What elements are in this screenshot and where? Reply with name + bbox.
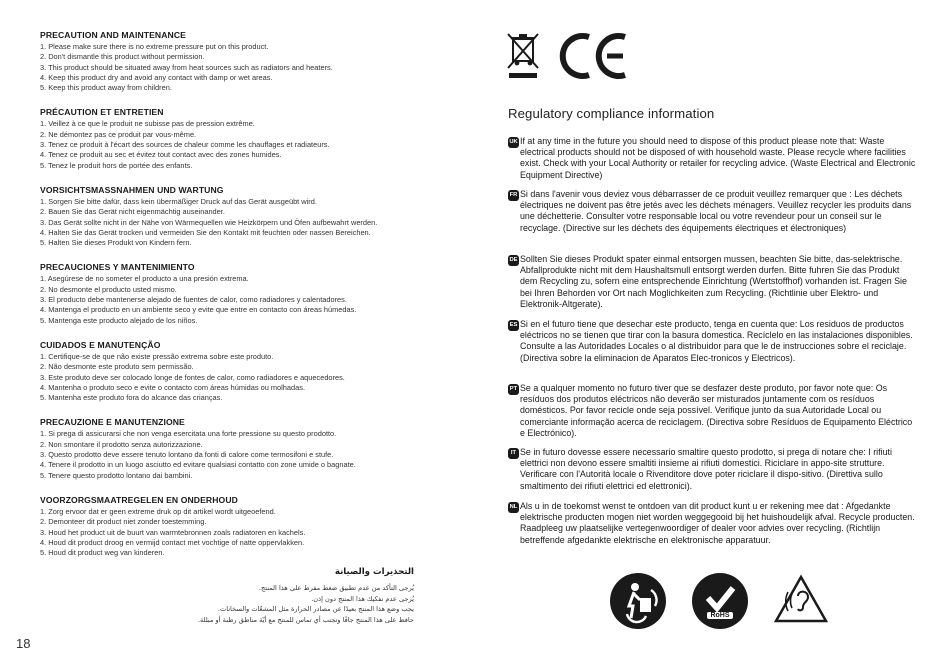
list-item: 2. Non smontare il prodotto senza autorizzazione. (40, 439, 203, 449)
regulatory-text: If at any time in the future you should need to dispose of this product please note that: Waste electrical products should not be disposed of with household waste. Please recycle where facilities exist. Check with your Local Authority or retailer for recycling advice. (Waste Electrical and Electronic Equipment Directive) (520, 136, 916, 180)
list-item: 2. Bauen Sie das Gerät nicht eigenmächtig auseinander. (40, 207, 225, 217)
rohs-icon (692, 573, 748, 629)
list-item: 1. Please make sure there is no extreme pressure put on this product. (40, 42, 269, 51)
section-title: VORSICHTSMASSNAHMEN UND WARTUNG (40, 184, 224, 195)
list-item: 1. Zorg ervoor dat er geen extreme druk op dit artikel wordt uitgeoefend. (40, 506, 276, 516)
language-badge: IT (508, 448, 519, 459)
regulatory-text: Si en el futuro tiene que desechar este producto, tenga en cuenta que: Los residuos de productos eléctricos no se tienen que tirar con la basura domestica. Recíclelo en las instalaciones disponibles. Consulte a las Autoridades Locales o al distribuidor para que le de instrucciones sobre el reciclaje. (Directiva sobre la eliminacion de Aparatos Elec-tronicos y Electricos). (520, 319, 913, 363)
language-badge: DE (508, 255, 519, 266)
list-item: 4. Tenez ce produit au sec et évitez tout contact avec des zones humides. (40, 150, 282, 160)
regulatory-text: Als u in de toekomst wenst te ontdoen van dit product kunt u er rekening mee dat : Afgedankte elektrische producten mogen niet worden weggegooid bij het huishoudelijk afval. Recycle producten. Raadpleeg uw plaatselijke vertegenwoordiger of dealer voor advies over recycling. (Richtlijn betreffende afgedankte elektrische en elektronische apparatuur. (520, 501, 915, 545)
regulatory-block-pt (508, 383, 916, 439)
list-item: 1. Asegúrese de no someter el producto a una presión extrema. (40, 274, 249, 284)
section-title: PRÉCAUTION ET ENTRETIEN (40, 107, 164, 118)
regulatory-block-it (508, 447, 916, 492)
page-number: 18 (16, 636, 31, 651)
section-title: PRECAUTION AND MAINTENANCE (40, 30, 186, 40)
section-title: PRECAUZIONE E MANUTENZIONE (40, 417, 185, 428)
list-item: 5. Keep this product away from children. (40, 83, 172, 93)
precaution-section (40, 185, 440, 248)
arabic-list-item: يُرجى التأكد من عدم تطبيق ضغط مفرط على هذا المنتج. (258, 584, 414, 592)
bottom-icons (610, 573, 828, 629)
language-badge: PT (508, 384, 519, 395)
section-list (40, 352, 440, 403)
hearing-warning-icon (774, 574, 828, 629)
list-item: 3. Houd het product uit de buurt van warmtebronnen zoals radiatoren en kachels. (40, 527, 306, 537)
section-title: VOORZORGSMAATREGELEN EN ONDERHOUD (40, 494, 238, 505)
section-list (40, 197, 440, 248)
weee-bin-icon (506, 30, 540, 85)
list-item: 5. Houd dit product weg van kinderen. (40, 548, 165, 558)
list-item: 3. El producto debe mantenerse alejado de fuentes de calor, como radiadores y calentadores. (40, 295, 347, 305)
section-list (40, 119, 440, 170)
list-item: 3. Tenez ce produit à l'écart des sources de chaleur comme les chauffages et radiateurs. (40, 140, 330, 150)
language-badge: FR (508, 190, 519, 201)
regulatory-title: Regulatory compliance information (508, 106, 715, 121)
list-item: 2. No desmonte el producto usted mismo. (40, 284, 177, 294)
list-item: 5. Halten Sie dieses Produkt von Kindern fern. (40, 238, 192, 248)
section-title: CUIDADOS E MANUTENÇÃO (40, 339, 161, 350)
precaution-section (40, 495, 440, 558)
tidyman-recycle-icon (610, 573, 666, 629)
regulatory-text: Se a qualquer momento no futuro tiver que se desfazer deste produto, por favor note que: Os resíduos dos produtos eléctricos não deverão ser misturados juntamente com os resíduos domésticos. Por favor recicle onde seja possível. Verifique junto da sua Autoridade Local ou comerciante informação acerca de reciclagem. (Directiva sobre Resíduos de Equipamento Eléctrico e Electrónico). (520, 383, 913, 438)
arabic-list-item: حافظ على هذا المنتج جافًا وتجنب أي تماس للمنتج مع أيّة مناطق رطبة أو مبللة. (197, 615, 414, 624)
list-item: 4. Tenere il prodotto in un luogo asciutto ed evitare qualsiasi contatto con zone umide o bagnate. (40, 460, 356, 470)
section-list (40, 507, 440, 558)
regulatory-text: Si dans l'avenir vous deviez vous débarrasser de ce produit veuillez remarquer que : Les déchets électriques ne doivent pas être jetés avec les déchets ménagers. Veuillez recycler les produits dans une déchetterie. Consulter votre responsable local ou votre revendeur pour un conseil sur le recyclage. (Directive sur les déchets des équipements électriques et électroniques) (520, 189, 912, 233)
language-badge: ES (508, 320, 519, 331)
ce-mark-icon (558, 30, 630, 87)
arabic-section (114, 567, 414, 625)
list-item: 2. Don't dismantle this product without permission. (40, 52, 205, 62)
list-item: 3. This product should be situated away from heat sources such as radiators and heaters. (40, 62, 333, 72)
list-item: 5. Tenere questo prodotto lontano dai bambini. (40, 470, 193, 480)
precaution-section (40, 417, 440, 480)
precaution-section (40, 107, 440, 170)
precaution-section (40, 262, 440, 325)
list-item: 1. Certifique-se de que não existe pressão extrema sobre este produto. (40, 351, 274, 361)
list-item: 1. Si prega di assicurarsi che non venga esercitata una forte pressione su questo prodotto. (40, 429, 337, 439)
list-item: 2. Demonteer dit product niet zonder toestemming. (40, 517, 207, 527)
arabic-list-item: يجب وضع هذا المنتج بعيدًا عن مصادر الحرارة مثل المشعّات والسخانات. (217, 605, 414, 613)
precaution-section (40, 340, 440, 403)
list-item: 3. Questo prodotto deve essere tenuto lontano da fonti di calore come termosifoni e stufe. (40, 450, 334, 460)
regulatory-block-de (508, 254, 916, 310)
language-badge: NL (508, 502, 519, 513)
list-item: 4. Houd dit product droog en vermijd contact met vochtige of natte oppervlakken. (40, 537, 305, 547)
regulatory-block-es (508, 319, 916, 364)
regulatory-text: Sollten Sie dieses Produkt spater einmal entsorgen mussen, beachten Sie bitte, das-selektrische. Abfallprodukte nicht mit dem Haushaltsmull entsorgt werden durfen. Bitte fuhren Sie das Produkt dem Recycling zu, sofern eine entsprechende Einrichtung (Wertstoffhof) vorhanden ist. Fragen Sie bei Ihren Behorden vor Ort nach Moglichkeiten zum Recycling. (Richtlinie uber Elektro- und Elektronik-Altgerate). (520, 254, 907, 309)
rohs-label: RoHS (707, 612, 732, 619)
list-item: 4. Mantenha o produto seco e evite o contacto com áreas húmidas ou molhadas. (40, 382, 305, 392)
list-item: 2. Não desmonte este produto sem permissão. (40, 362, 194, 372)
list-item: 2. Ne démontez pas ce produit par vous-même. (40, 129, 197, 139)
compliance-marks (506, 30, 630, 86)
precaution-section (40, 30, 440, 93)
list-item: 3. Das Gerät sollte nicht in der Nähe von Wärmequellen wie Heizkörpern und Öfen aufbewahrt werden. (40, 217, 378, 227)
section-list (40, 429, 440, 480)
section-title: PRECAUCIONES Y MANTENIMIENTO (40, 262, 195, 273)
list-item: 4. Halten Sie das Gerät trocken und vermeiden Sie den Kontakt mit feuchten oder nassen Bereichen. (40, 227, 371, 237)
list-item: 5. Tenez le produit hors de portée des enfants. (40, 160, 193, 170)
list-item: 1. Sorgen Sie bitte dafür, dass kein übermäßiger Druck auf das Gerät ausgeübt wird. (40, 196, 317, 206)
arabic-list-item: يُرجى عدم تفكيك هذا المنتج دون إذن. (311, 594, 414, 603)
list-item: 4. Keep this product dry and avoid any contact with damp or wet areas. (40, 72, 273, 82)
regulatory-block-nl (508, 501, 916, 546)
regulatory-text: Se in futuro dovesse essere necessario smaltire questo prodotto, si prega di notare che: I rifiuti elettrici non devono essere smaltiti insieme ai rifiuti domestici. Riciclare in appo-site strutture. Verificare con l'Autorità locale o Rivenditore dove poter riciclare il dispo-sitivo. (Direttiva sullo smaltimento dei rifiuti elettrici ed elettronici). (520, 447, 892, 491)
section-list (40, 42, 440, 93)
list-item: 3. Este produto deve ser colocado longe de fontes de calor, como radiadores e aquecedores. (40, 372, 345, 382)
list-item: 5. Mantenga este producto alejado de los niños. (40, 315, 198, 325)
arabic-list (114, 583, 414, 625)
arabic-title: التحذيرات والصيانة (334, 567, 414, 577)
list-item: 4. Mantenga el producto en un ambiente seco y evite que entre en contacto con áreas húmedas. (40, 305, 357, 315)
regulatory-block-uk (508, 136, 916, 181)
precaution-sections (40, 30, 440, 572)
regulatory-block-fr (508, 189, 916, 234)
language-badge: UK (508, 137, 519, 148)
section-list (40, 274, 440, 325)
list-item: 1. Veillez à ce que le produit ne subisse pas de pression extrême. (40, 119, 255, 129)
list-item: 5. Mantenha este produto fora do alcance das crianças. (40, 393, 223, 403)
